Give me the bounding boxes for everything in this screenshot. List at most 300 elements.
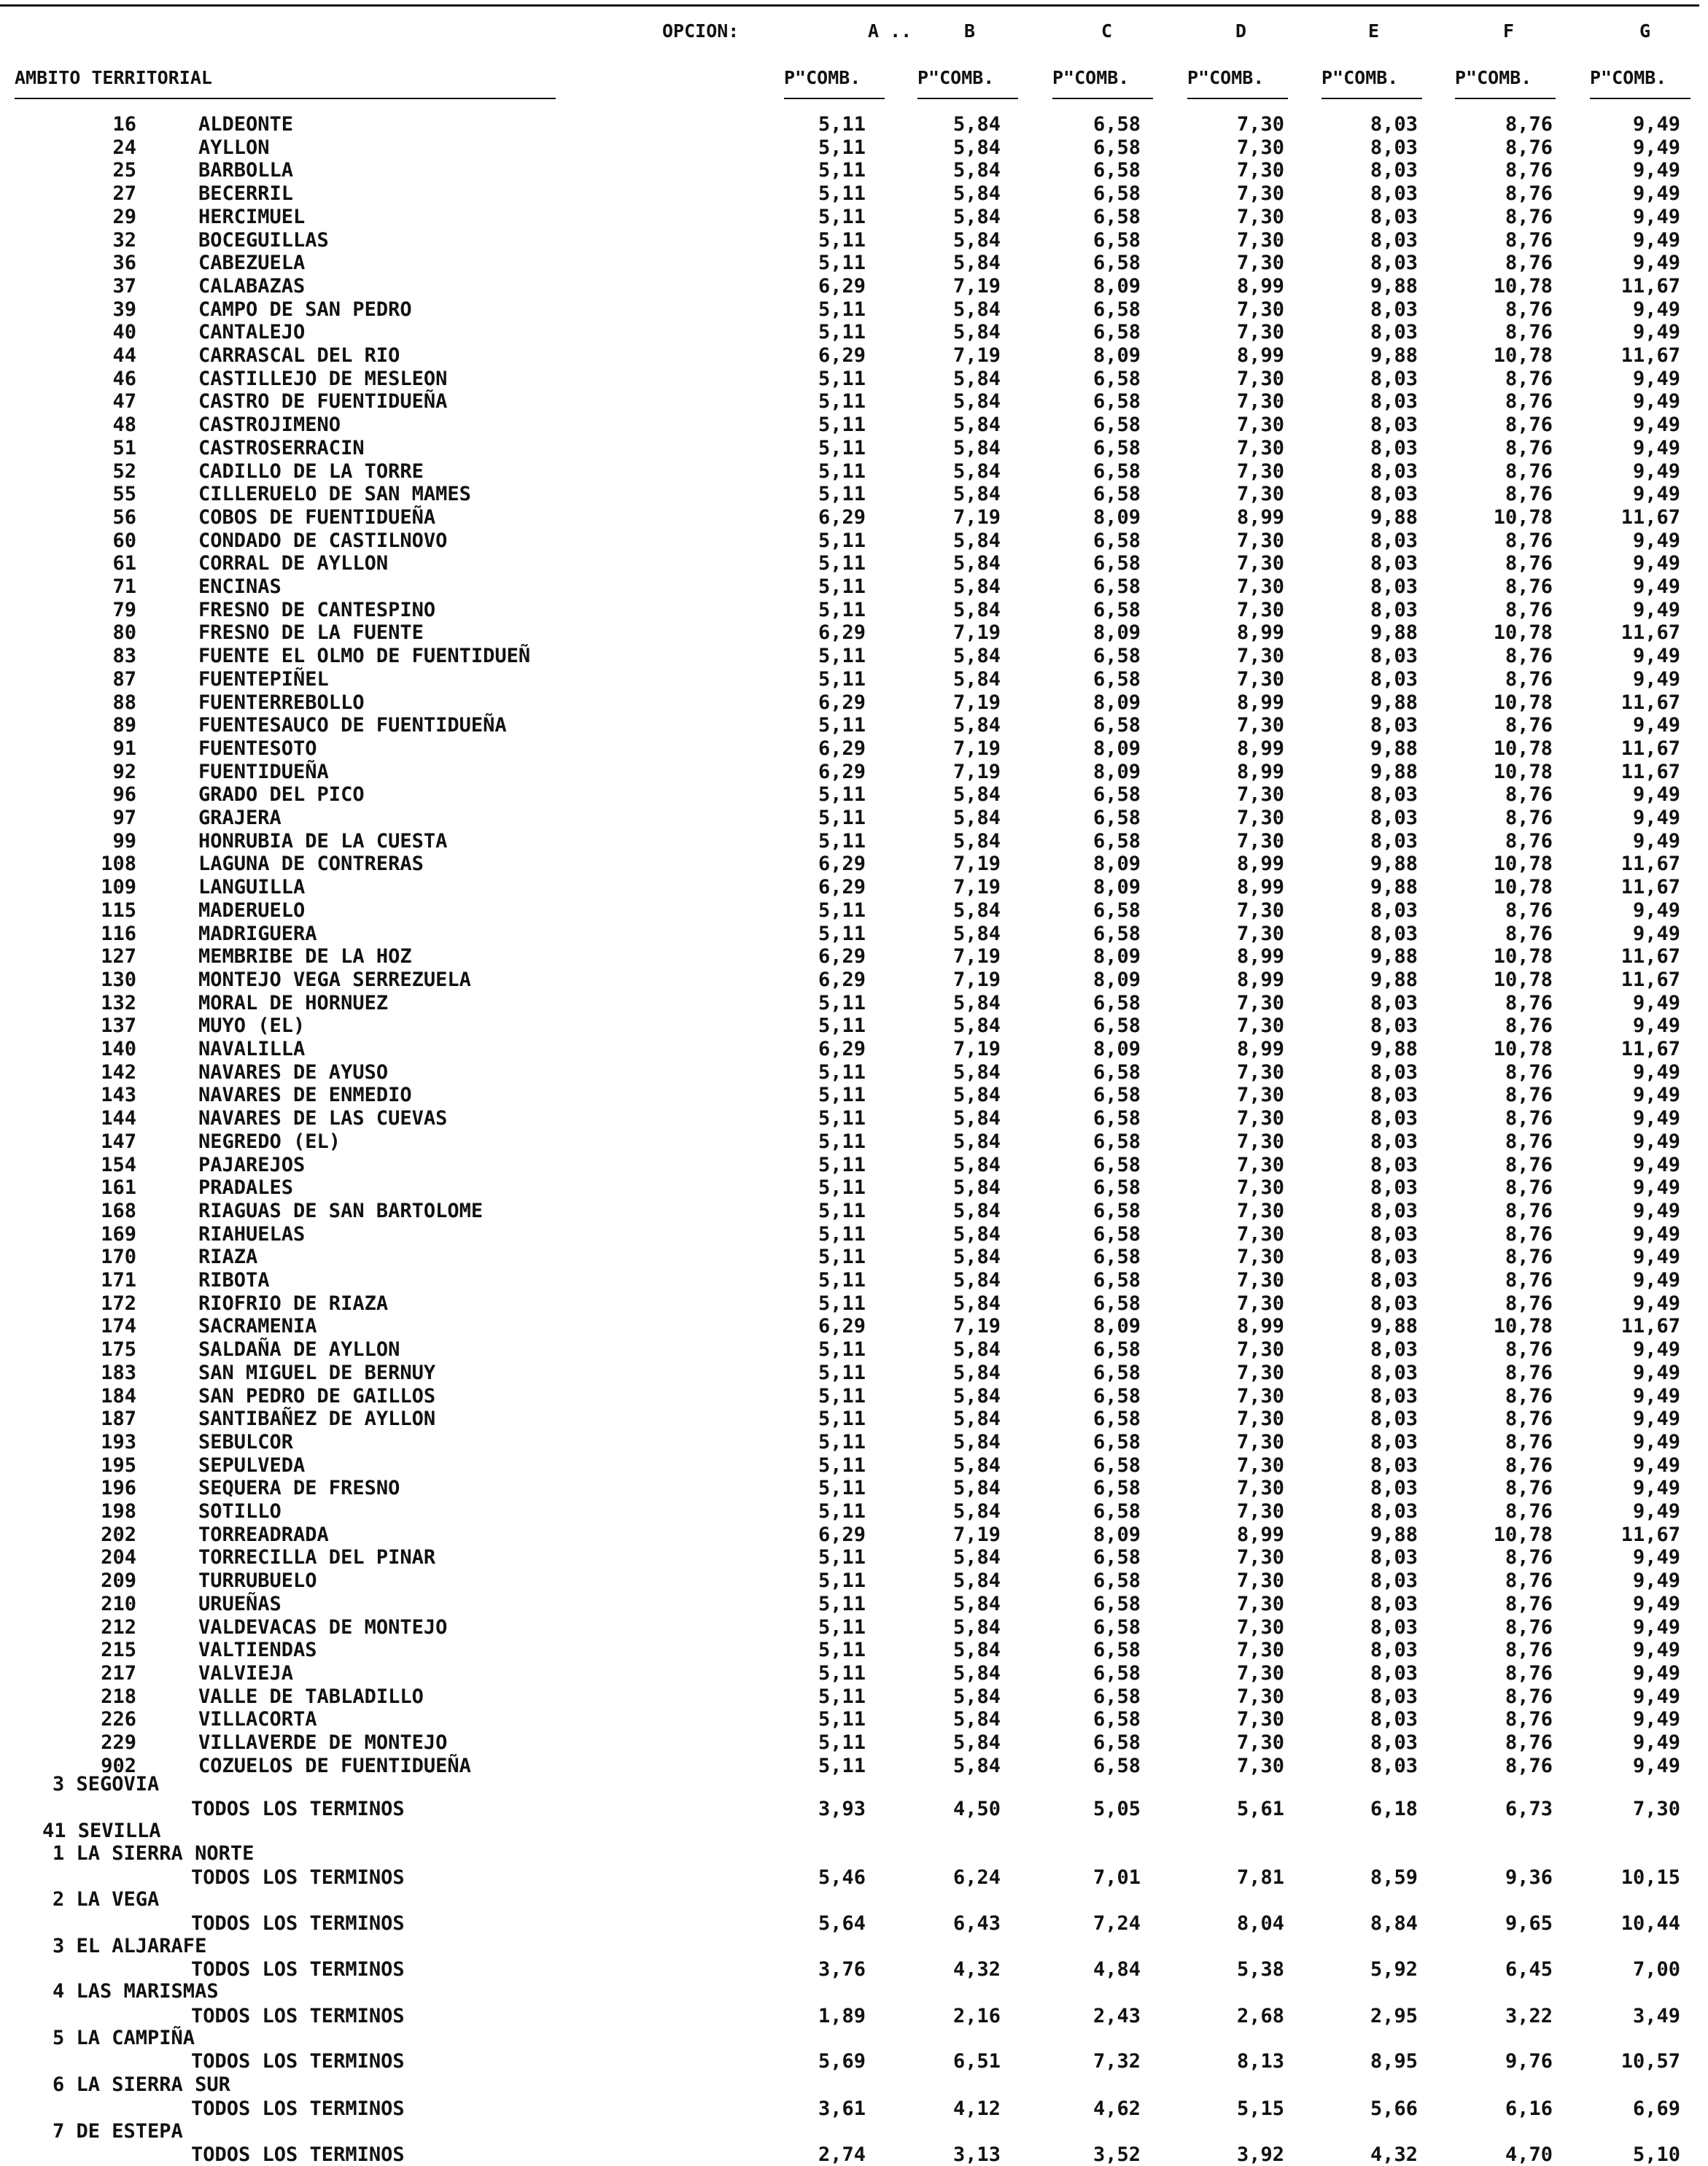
table-row [0, 1108, 1708, 1130]
municipality-code: 24 [112, 136, 136, 159]
value-cell: 5,84 [952, 298, 1001, 321]
table-row [0, 923, 1708, 945]
value-cell: 6,58 [1092, 1107, 1141, 1130]
municipality-name: GRAJERA [198, 807, 282, 829]
value-cell: 8,76 [1505, 1246, 1553, 1269]
value-cell: 7,19 [952, 621, 1001, 645]
value-cell: 8,76 [1505, 1292, 1553, 1315]
value-cell: 5,11 [818, 991, 866, 1014]
value-cell: 5,84 [952, 113, 1001, 136]
value-cell: 5,11 [818, 1246, 866, 1269]
value-cell: 9,88 [1370, 1038, 1418, 1060]
municipality-name: BOCEGUILLAS [198, 228, 329, 252]
value-cell: 10,78 [1493, 621, 1553, 645]
value-cell: 10,78 [1493, 876, 1553, 899]
municipality-code: 169 [101, 1222, 136, 1246]
table-row [0, 137, 1708, 159]
value-cell: 5,84 [952, 1592, 1001, 1615]
region-label: 41 SEVILLA [42, 1820, 161, 1842]
value-cell: 9,49 [1632, 922, 1680, 945]
value-cell: 8,09 [1092, 945, 1141, 969]
value-cell: 6,29 [818, 876, 866, 899]
table-row [0, 1246, 1708, 1268]
value-cell: 8,03 [1370, 298, 1418, 321]
value-cell: 8,76 [1505, 436, 1553, 459]
value-cell: 8,76 [1505, 1639, 1553, 1662]
value-cell: 5,11 [818, 298, 866, 321]
value-cell: 9,49 [1632, 1014, 1680, 1038]
value-cell: 8,76 [1505, 205, 1553, 228]
value-cell: 8,03 [1370, 113, 1418, 136]
value-cell: 7,30 [1236, 228, 1284, 252]
table-row [0, 530, 1708, 552]
municipality-name: RIOFRIO DE RIAZA [198, 1292, 389, 1315]
table-row [0, 715, 1708, 737]
municipality-name: TORREADRADA [198, 1523, 329, 1546]
value-cell: 3,22 [1505, 2005, 1553, 2027]
value-cell: 8,76 [1505, 182, 1553, 206]
municipality-name: ENCINAS [198, 575, 282, 598]
table-row [0, 1386, 1708, 1408]
value-cell: 9,49 [1632, 807, 1680, 829]
value-cell: 7,30 [1236, 182, 1284, 206]
value-cell: 5,11 [818, 390, 866, 414]
value-cell: 6,58 [1092, 1292, 1141, 1315]
table-row [0, 1015, 1708, 1037]
table-row [0, 484, 1708, 505]
value-cell: 8,76 [1505, 991, 1553, 1014]
municipality-code: 147 [101, 1130, 136, 1153]
totals-row [0, 2098, 1708, 2120]
municipality-code: 55 [112, 483, 136, 506]
value-cell: 6,58 [1092, 1199, 1141, 1222]
value-cell: 5,69 [818, 2050, 866, 2073]
value-cell: 7,00 [1632, 1958, 1680, 1981]
value-cell: 5,11 [818, 1292, 866, 1315]
value-cell: 8,09 [1092, 1315, 1141, 1338]
value-cell: 8,99 [1236, 760, 1284, 783]
value-cell: 6,29 [818, 505, 866, 529]
value-cell: 8,03 [1370, 1176, 1418, 1200]
value-cell: 9,88 [1370, 737, 1418, 760]
value-cell: 9,49 [1632, 1107, 1680, 1130]
comarca-heading [0, 2027, 1708, 2049]
municipality-code: 99 [112, 829, 136, 853]
value-cell: 8,03 [1370, 228, 1418, 252]
value-cell: 7,30 [1236, 136, 1284, 159]
municipality-code: 40 [112, 321, 136, 344]
value-cell: 10,78 [1493, 505, 1553, 529]
municipality-code: 142 [101, 1060, 136, 1084]
value-cell: 5,92 [1370, 1958, 1418, 1981]
municipality-name: MEMBRIBE DE LA HOZ [198, 945, 412, 969]
value-cell: 7,30 [1236, 1338, 1284, 1362]
value-cell: 6,58 [1092, 252, 1141, 275]
value-cell: 3,92 [1236, 2143, 1284, 2166]
value-cell: 5,11 [818, 1153, 866, 1176]
value-cell: 7,30 [1236, 1477, 1284, 1500]
table-row [0, 1270, 1708, 1292]
value-cell: 5,11 [818, 1661, 866, 1685]
value-cell: 8,03 [1370, 1731, 1418, 1754]
value-cell: 8,03 [1370, 783, 1418, 807]
municipality-name: TORRECILLA DEL PINAR [198, 1546, 436, 1569]
value-cell: 7,30 [1236, 1453, 1284, 1477]
col-underline-c [1052, 98, 1153, 99]
value-cell: 9,49 [1632, 1222, 1680, 1246]
value-cell: 3,52 [1092, 2143, 1141, 2166]
value-cell: 6,24 [952, 1866, 1001, 1889]
value-cell: 8,99 [1236, 945, 1284, 969]
todos-label: TODOS LOS TERMINOS [191, 1912, 405, 1935]
col-label-c: P"COMB. [1052, 67, 1130, 88]
value-cell: 6,43 [952, 1912, 1001, 1935]
value-cell: 5,84 [952, 159, 1001, 182]
municipality-name: FUENTESOTO [198, 737, 317, 760]
table-row [0, 784, 1708, 806]
value-cell: 1,89 [818, 2005, 866, 2027]
value-cell: 9,49 [1632, 414, 1680, 437]
table-row [0, 1084, 1708, 1106]
value-cell: 5,64 [818, 1912, 866, 1935]
value-cell: 11,67 [1620, 968, 1680, 991]
value-cell: 7,30 [1236, 1408, 1284, 1431]
comarca-heading [0, 1889, 1708, 1911]
value-cell: 8,99 [1236, 691, 1284, 714]
value-cell: 7,81 [1236, 1866, 1284, 1889]
value-cell: 8,84 [1370, 1912, 1418, 1935]
value-cell: 5,84 [952, 1176, 1001, 1200]
table-row [0, 183, 1708, 205]
municipality-name: VALDEVACAS DE MONTEJO [198, 1615, 448, 1639]
value-cell: 6,29 [818, 691, 866, 714]
municipality-code: 218 [101, 1685, 136, 1708]
value-cell: 7,30 [1236, 1199, 1284, 1222]
value-cell: 8,04 [1236, 1912, 1284, 1935]
value-cell: 9,88 [1370, 691, 1418, 714]
value-cell: 9,49 [1632, 829, 1680, 853]
value-cell: 10,78 [1493, 344, 1553, 367]
value-cell: 6,18 [1370, 1798, 1418, 1820]
municipality-code: 115 [101, 898, 136, 922]
value-cell: 6,58 [1092, 113, 1141, 136]
value-cell: 8,76 [1505, 1615, 1553, 1639]
municipality-name: SACRAMENIA [198, 1315, 317, 1338]
municipality-name: LANGUILLA [198, 876, 306, 899]
value-cell: 9,49 [1632, 182, 1680, 206]
col-label-a: P"COMB. [784, 67, 861, 88]
col-underline-f [1455, 98, 1556, 99]
value-cell: 8,03 [1370, 807, 1418, 829]
municipality-code: 89 [112, 714, 136, 737]
value-cell: 9,49 [1632, 1130, 1680, 1153]
value-cell: 5,11 [818, 1014, 866, 1038]
value-cell: 8,99 [1236, 853, 1284, 876]
municipality-code: 83 [112, 645, 136, 668]
value-cell: 8,03 [1370, 1569, 1418, 1593]
value-cell: 8,03 [1370, 1685, 1418, 1708]
value-cell: 11,67 [1620, 853, 1680, 876]
value-cell: 8,76 [1505, 1685, 1553, 1708]
table-row [0, 114, 1708, 136]
value-cell: 8,03 [1370, 205, 1418, 228]
municipality-name: NAVARES DE AYUSO [198, 1060, 389, 1084]
municipality-code: 171 [101, 1269, 136, 1292]
municipality-code: 87 [112, 667, 136, 691]
value-cell: 5,11 [818, 1384, 866, 1408]
municipality-code: 215 [101, 1639, 136, 1662]
value-cell: 5,84 [952, 1269, 1001, 1292]
value-cell: 7,30 [1236, 113, 1284, 136]
municipality-name: VALLE DE TABLADILLO [198, 1685, 424, 1708]
value-cell: 6,58 [1092, 898, 1141, 922]
value-cell: 5,84 [952, 414, 1001, 437]
value-cell: 8,03 [1370, 136, 1418, 159]
value-cell: 5,11 [818, 1615, 866, 1639]
value-cell: 6,58 [1092, 1014, 1141, 1038]
todos-label: TODOS LOS TERMINOS [191, 2050, 405, 2073]
value-cell: 5,11 [818, 1685, 866, 1708]
value-cell: 7,30 [1236, 459, 1284, 483]
value-cell: 4,84 [1092, 1958, 1141, 1981]
value-cell: 5,84 [952, 1408, 1001, 1431]
value-cell: 5,84 [952, 1477, 1001, 1500]
value-cell: 6,58 [1092, 390, 1141, 414]
value-cell: 6,58 [1092, 1130, 1141, 1153]
value-cell: 11,67 [1620, 691, 1680, 714]
value-cell: 8,76 [1505, 783, 1553, 807]
municipality-code: 32 [112, 228, 136, 252]
value-cell: 7,30 [1236, 1615, 1284, 1639]
value-cell: 9,49 [1632, 1500, 1680, 1523]
municipality-code: 154 [101, 1153, 136, 1176]
value-cell: 8,03 [1370, 1199, 1418, 1222]
value-cell: 9,49 [1632, 1430, 1680, 1453]
value-cell: 5,84 [952, 783, 1001, 807]
table-row [0, 692, 1708, 714]
value-cell: 7,30 [1236, 807, 1284, 829]
value-cell: 9,49 [1632, 136, 1680, 159]
value-cell: 8,03 [1370, 1592, 1418, 1615]
value-cell: 6,58 [1092, 1592, 1141, 1615]
value-cell: 9,36 [1505, 1866, 1553, 1889]
value-cell: 7,30 [1236, 436, 1284, 459]
municipality-name: AYLLON [198, 136, 270, 159]
value-cell: 6,58 [1092, 1222, 1141, 1246]
value-cell: 9,49 [1632, 1384, 1680, 1408]
municipality-code: 88 [112, 691, 136, 714]
value-cell: 8,76 [1505, 1107, 1553, 1130]
value-cell: 5,11 [818, 1199, 866, 1222]
value-cell: 5,11 [818, 1708, 866, 1731]
value-cell: 5,84 [952, 1661, 1001, 1685]
option-d: D [1235, 20, 1247, 42]
value-cell: 7,30 [1236, 829, 1284, 853]
municipality-name: FRESNO DE LA FUENTE [198, 621, 424, 645]
value-cell: 8,03 [1370, 1292, 1418, 1315]
value-cell: 5,38 [1236, 1958, 1284, 1981]
value-cell: 8,03 [1370, 575, 1418, 598]
value-cell: 7,19 [952, 344, 1001, 367]
value-cell: 9,49 [1632, 228, 1680, 252]
value-cell: 7,19 [952, 1038, 1001, 1060]
value-cell: 5,11 [818, 898, 866, 922]
value-cell: 8,03 [1370, 1222, 1418, 1246]
value-cell: 10,78 [1493, 1315, 1553, 1338]
value-cell: 8,03 [1370, 182, 1418, 206]
table-row [0, 1154, 1708, 1176]
col-label-e: P"COMB. [1321, 67, 1399, 88]
value-cell: 6,29 [818, 737, 866, 760]
value-cell: 6,58 [1092, 1408, 1141, 1431]
value-cell: 8,09 [1092, 1038, 1141, 1060]
value-cell: 8,99 [1236, 1315, 1284, 1338]
municipality-name: FUENTEPIÑEL [198, 667, 329, 691]
value-cell: 9,49 [1632, 1060, 1680, 1084]
municipality-name: CABEZUELA [198, 252, 306, 275]
value-cell: 9,49 [1632, 1639, 1680, 1662]
totals-row [0, 2051, 1708, 2073]
value-cell: 7,19 [952, 1315, 1001, 1338]
value-cell: 7,30 [1236, 1384, 1284, 1408]
value-cell: 8,03 [1370, 1384, 1418, 1408]
value-cell: 8,76 [1505, 252, 1553, 275]
value-cell: 8,09 [1092, 274, 1141, 298]
table-row [0, 1686, 1708, 1708]
value-cell: 6,58 [1092, 1615, 1141, 1639]
municipality-name: CAMPO DE SAN PEDRO [198, 298, 412, 321]
value-cell: 8,03 [1370, 552, 1418, 575]
value-cell: 9,49 [1632, 1546, 1680, 1569]
value-cell: 9,49 [1632, 575, 1680, 598]
value-cell: 8,76 [1505, 1338, 1553, 1362]
value-cell: 7,30 [1236, 1731, 1284, 1754]
opcion-label: OPCION: [662, 20, 740, 42]
value-cell: 8,03 [1370, 321, 1418, 344]
col-underline-b [917, 98, 1018, 99]
value-cell: 4,62 [1092, 2097, 1141, 2120]
municipality-name: URUEÑAS [198, 1592, 282, 1615]
municipality-name: VALVIEJA [198, 1661, 294, 1685]
value-cell: 8,76 [1505, 483, 1553, 506]
value-cell: 6,58 [1092, 367, 1141, 390]
value-cell: 5,11 [818, 1408, 866, 1431]
value-cell: 5,84 [952, 1569, 1001, 1593]
value-cell: 9,49 [1632, 598, 1680, 621]
value-cell: 5,84 [952, 367, 1001, 390]
municipality-code: 204 [101, 1546, 136, 1569]
value-cell: 9,88 [1370, 760, 1418, 783]
value-cell: 7,19 [952, 853, 1001, 876]
table-row [0, 1177, 1708, 1199]
value-cell: 8,99 [1236, 344, 1284, 367]
value-cell: 6,58 [1092, 575, 1141, 598]
value-cell: 8,03 [1370, 1477, 1418, 1500]
value-cell: 5,84 [952, 1453, 1001, 1477]
municipality-name: MONTEJO VEGA SERREZUELA [198, 968, 471, 991]
municipality-code: 168 [101, 1199, 136, 1222]
value-cell: 7,30 [1236, 552, 1284, 575]
table-row [0, 1062, 1708, 1084]
value-cell: 6,58 [1092, 714, 1141, 737]
table-row [0, 807, 1708, 829]
value-cell: 7,30 [1236, 1060, 1284, 1084]
value-cell: 8,76 [1505, 1384, 1553, 1408]
value-cell: 2,95 [1370, 2005, 1418, 2027]
municipality-name: TURRUBUELO [198, 1569, 317, 1593]
value-cell: 8,03 [1370, 1430, 1418, 1453]
value-cell: 6,58 [1092, 922, 1141, 945]
todos-label: TODOS LOS TERMINOS [191, 2097, 405, 2120]
value-cell: 8,76 [1505, 1754, 1553, 1777]
value-cell: 9,49 [1632, 1269, 1680, 1292]
province-heading [0, 1820, 1708, 1842]
value-cell: 8,03 [1370, 898, 1418, 922]
value-cell: 8,76 [1505, 645, 1553, 668]
table-row [0, 1131, 1708, 1153]
value-cell: 7,30 [1236, 575, 1284, 598]
todos-label: TODOS LOS TERMINOS [191, 1958, 405, 1981]
value-cell: 6,29 [818, 344, 866, 367]
value-cell: 8,09 [1092, 691, 1141, 714]
municipality-code: 183 [101, 1361, 136, 1384]
table-row [0, 993, 1708, 1014]
table-row [0, 1732, 1708, 1754]
municipality-code: 226 [101, 1708, 136, 1731]
value-cell: 8,03 [1370, 436, 1418, 459]
table-row [0, 946, 1708, 968]
municipality-name: CONDADO DE CASTILNOVO [198, 529, 448, 552]
value-cell: 5,11 [818, 1453, 866, 1477]
value-cell: 9,49 [1632, 436, 1680, 459]
value-cell: 7,30 [1236, 1569, 1284, 1593]
value-cell: 8,03 [1370, 1500, 1418, 1523]
municipality-name: VILLAVERDE DE MONTEJO [198, 1731, 448, 1754]
value-cell: 6,58 [1092, 182, 1141, 206]
value-cell: 8,03 [1370, 829, 1418, 853]
value-cell: 8,76 [1505, 1731, 1553, 1754]
value-cell: 9,88 [1370, 876, 1418, 899]
municipality-name: NAVALILLA [198, 1038, 306, 1060]
municipality-name: FUENTERREBOLLO [198, 691, 365, 714]
value-cell: 7,19 [952, 968, 1001, 991]
table-row [0, 831, 1708, 853]
value-cell: 9,49 [1632, 1176, 1680, 1200]
value-cell: 9,65 [1505, 1912, 1553, 1935]
table-row [0, 553, 1708, 575]
value-cell: 8,76 [1505, 228, 1553, 252]
value-cell: 10,78 [1493, 853, 1553, 876]
value-cell: 11,67 [1620, 1523, 1680, 1546]
value-cell: 6,51 [952, 2050, 1001, 2073]
table-row [0, 1455, 1708, 1477]
value-cell: 5,84 [952, 645, 1001, 668]
comarca-heading [0, 1843, 1708, 1865]
value-cell: 7,30 [1236, 529, 1284, 552]
municipality-name: PAJAREJOS [198, 1153, 306, 1176]
value-cell: 8,76 [1505, 667, 1553, 691]
municipality-code: 209 [101, 1569, 136, 1593]
value-cell: 9,49 [1632, 714, 1680, 737]
value-cell: 10,44 [1620, 1912, 1680, 1935]
municipality-code: 96 [112, 783, 136, 807]
value-cell: 9,49 [1632, 321, 1680, 344]
value-cell: 6,58 [1092, 1453, 1141, 1477]
value-cell: 7,30 [1236, 414, 1284, 437]
value-cell: 7,19 [952, 876, 1001, 899]
value-cell: 5,11 [818, 1084, 866, 1107]
value-cell: 8,03 [1370, 1130, 1418, 1153]
